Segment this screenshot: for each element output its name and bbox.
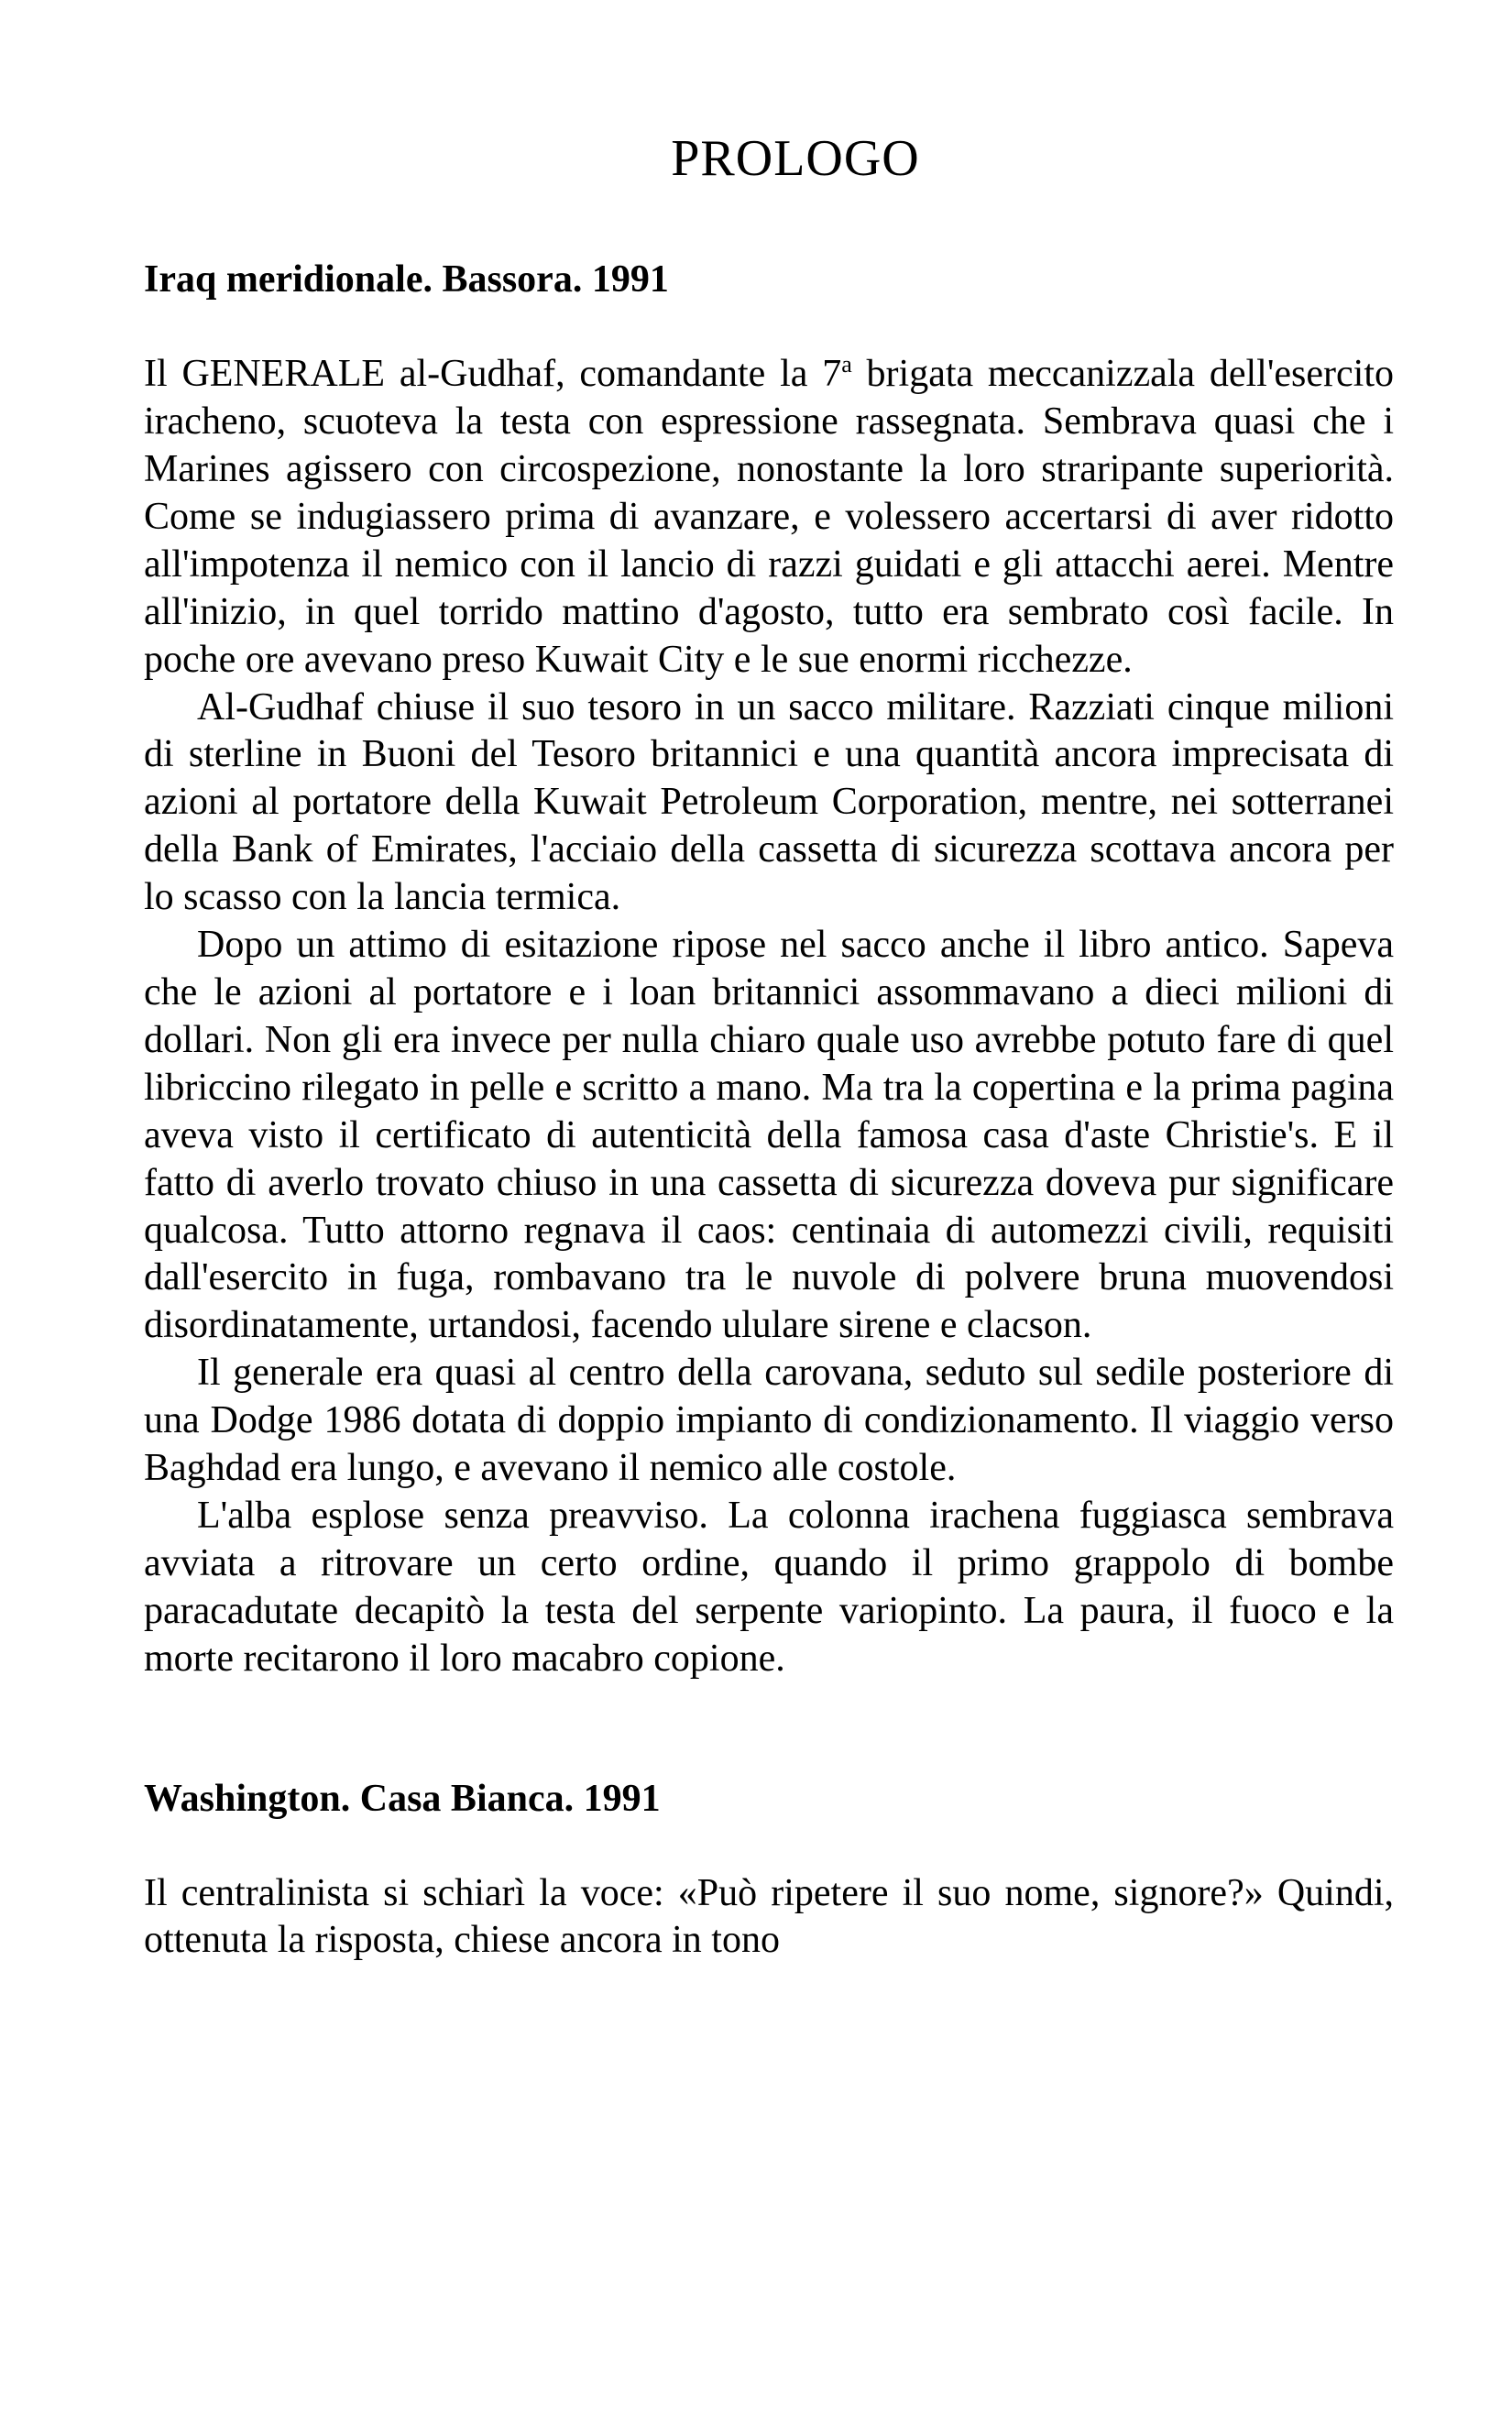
paragraph-1-rest: brigata meccanizzala dell'esercito iracheno, scuoteva la testa con espressione rassegnata. Sembrava quasi che i Marines agissero con circospezione, nonostante la loro straripante superiorità. Come se indugiassero prima di avanzare, e volessero accertarsi di aver ridotto all'impotenza il nemico con il lancio di razzi guidati e gli attacchi aerei. Mentre all'inizio, in quel torrido mattino d'agosto, tutto era sembrato così facile. In poche ore avevano preso Kuwait City e le sue enormi ricchezze.: [144, 353, 1394, 681]
paragraph-3: Dopo un attimo di esitazione ripose nel sacco anche il libro antico. Sapeva che le azioni al portatore e i loan britannici assommavano a dieci milioni di dollari. Non gli era invece per nulla chiaro quale uso avrebbe potuto fare di quel libriccino rilegato in pelle e scritto a mano. Ma tra la copertina e la prima pagina aveva visto il certificato di autenticità della famosa casa d'aste Christie's. E il fatto di averlo trovato chiuso in una cassetta di sicurezza doveva pur significare qualcosa. Tutto attorno regnava il caos: centinaia di automezzi civili, requisiti dall'esercito in fuga, rombavano tra le nuvole di polvere bruna muovendosi disordinatamente, urtandosi, facendo ululare sirene e clacson.: [144, 924, 1394, 1347]
paragraph-5: L'alba esplose senza preavviso. La colonna irachena fuggiasca sembrava avviata a ritrovare un certo ordine, quando il primo grappolo di bombe paracadutate decapitò la testa del serpente variopinto. La paura, il fuoco e la morte recitarono il loro macabro copione.: [144, 1494, 1394, 1680]
paragraph-4: Il generale era quasi al centro della carovana, seduto sul sedile posteriore di una Dodge 1986 dotata di doppio impianto di condizionamento. Il viaggio verso Baghdad era lungo, e avevano il nemico alle costole.: [144, 1352, 1394, 1490]
book-page: [144, 128, 1394, 1965]
paragraph-1-start: Il GENERALE al-Gudhaf, comandante la 7: [144, 353, 842, 396]
paragraph-2: Al-Gudhaf chiuse il suo tesoro in un sacco militare. Razziati cinque milioni di sterline in Buoni del Tesoro britannici e una quantità ancora imprecisata di azioni al portatore della Kuwait Petroleum Corporation, mentre, nei sotterranei della Bank of Emirates, l'acciaio della cassetta di sicurezza scottava ancora per lo scasso con la lancia termica.: [144, 685, 1394, 919]
section-heading-washington: Washington. Casa Bianca. 1991: [144, 1777, 661, 1820]
paragraph-1: [144, 351, 1394, 684]
chapter-title: PROLOGO: [671, 130, 920, 187]
section-heading-bassora: Iraq meridionale. Bassora. 1991: [144, 258, 669, 301]
ordinal-superscript: a: [841, 351, 852, 378]
paragraph-6: Il centralinista si schiarì la voce: «Può ripetere il suo nome, signore?» Quindi, ottenuta la risposta, chiese ancora in tono: [144, 1871, 1394, 1962]
